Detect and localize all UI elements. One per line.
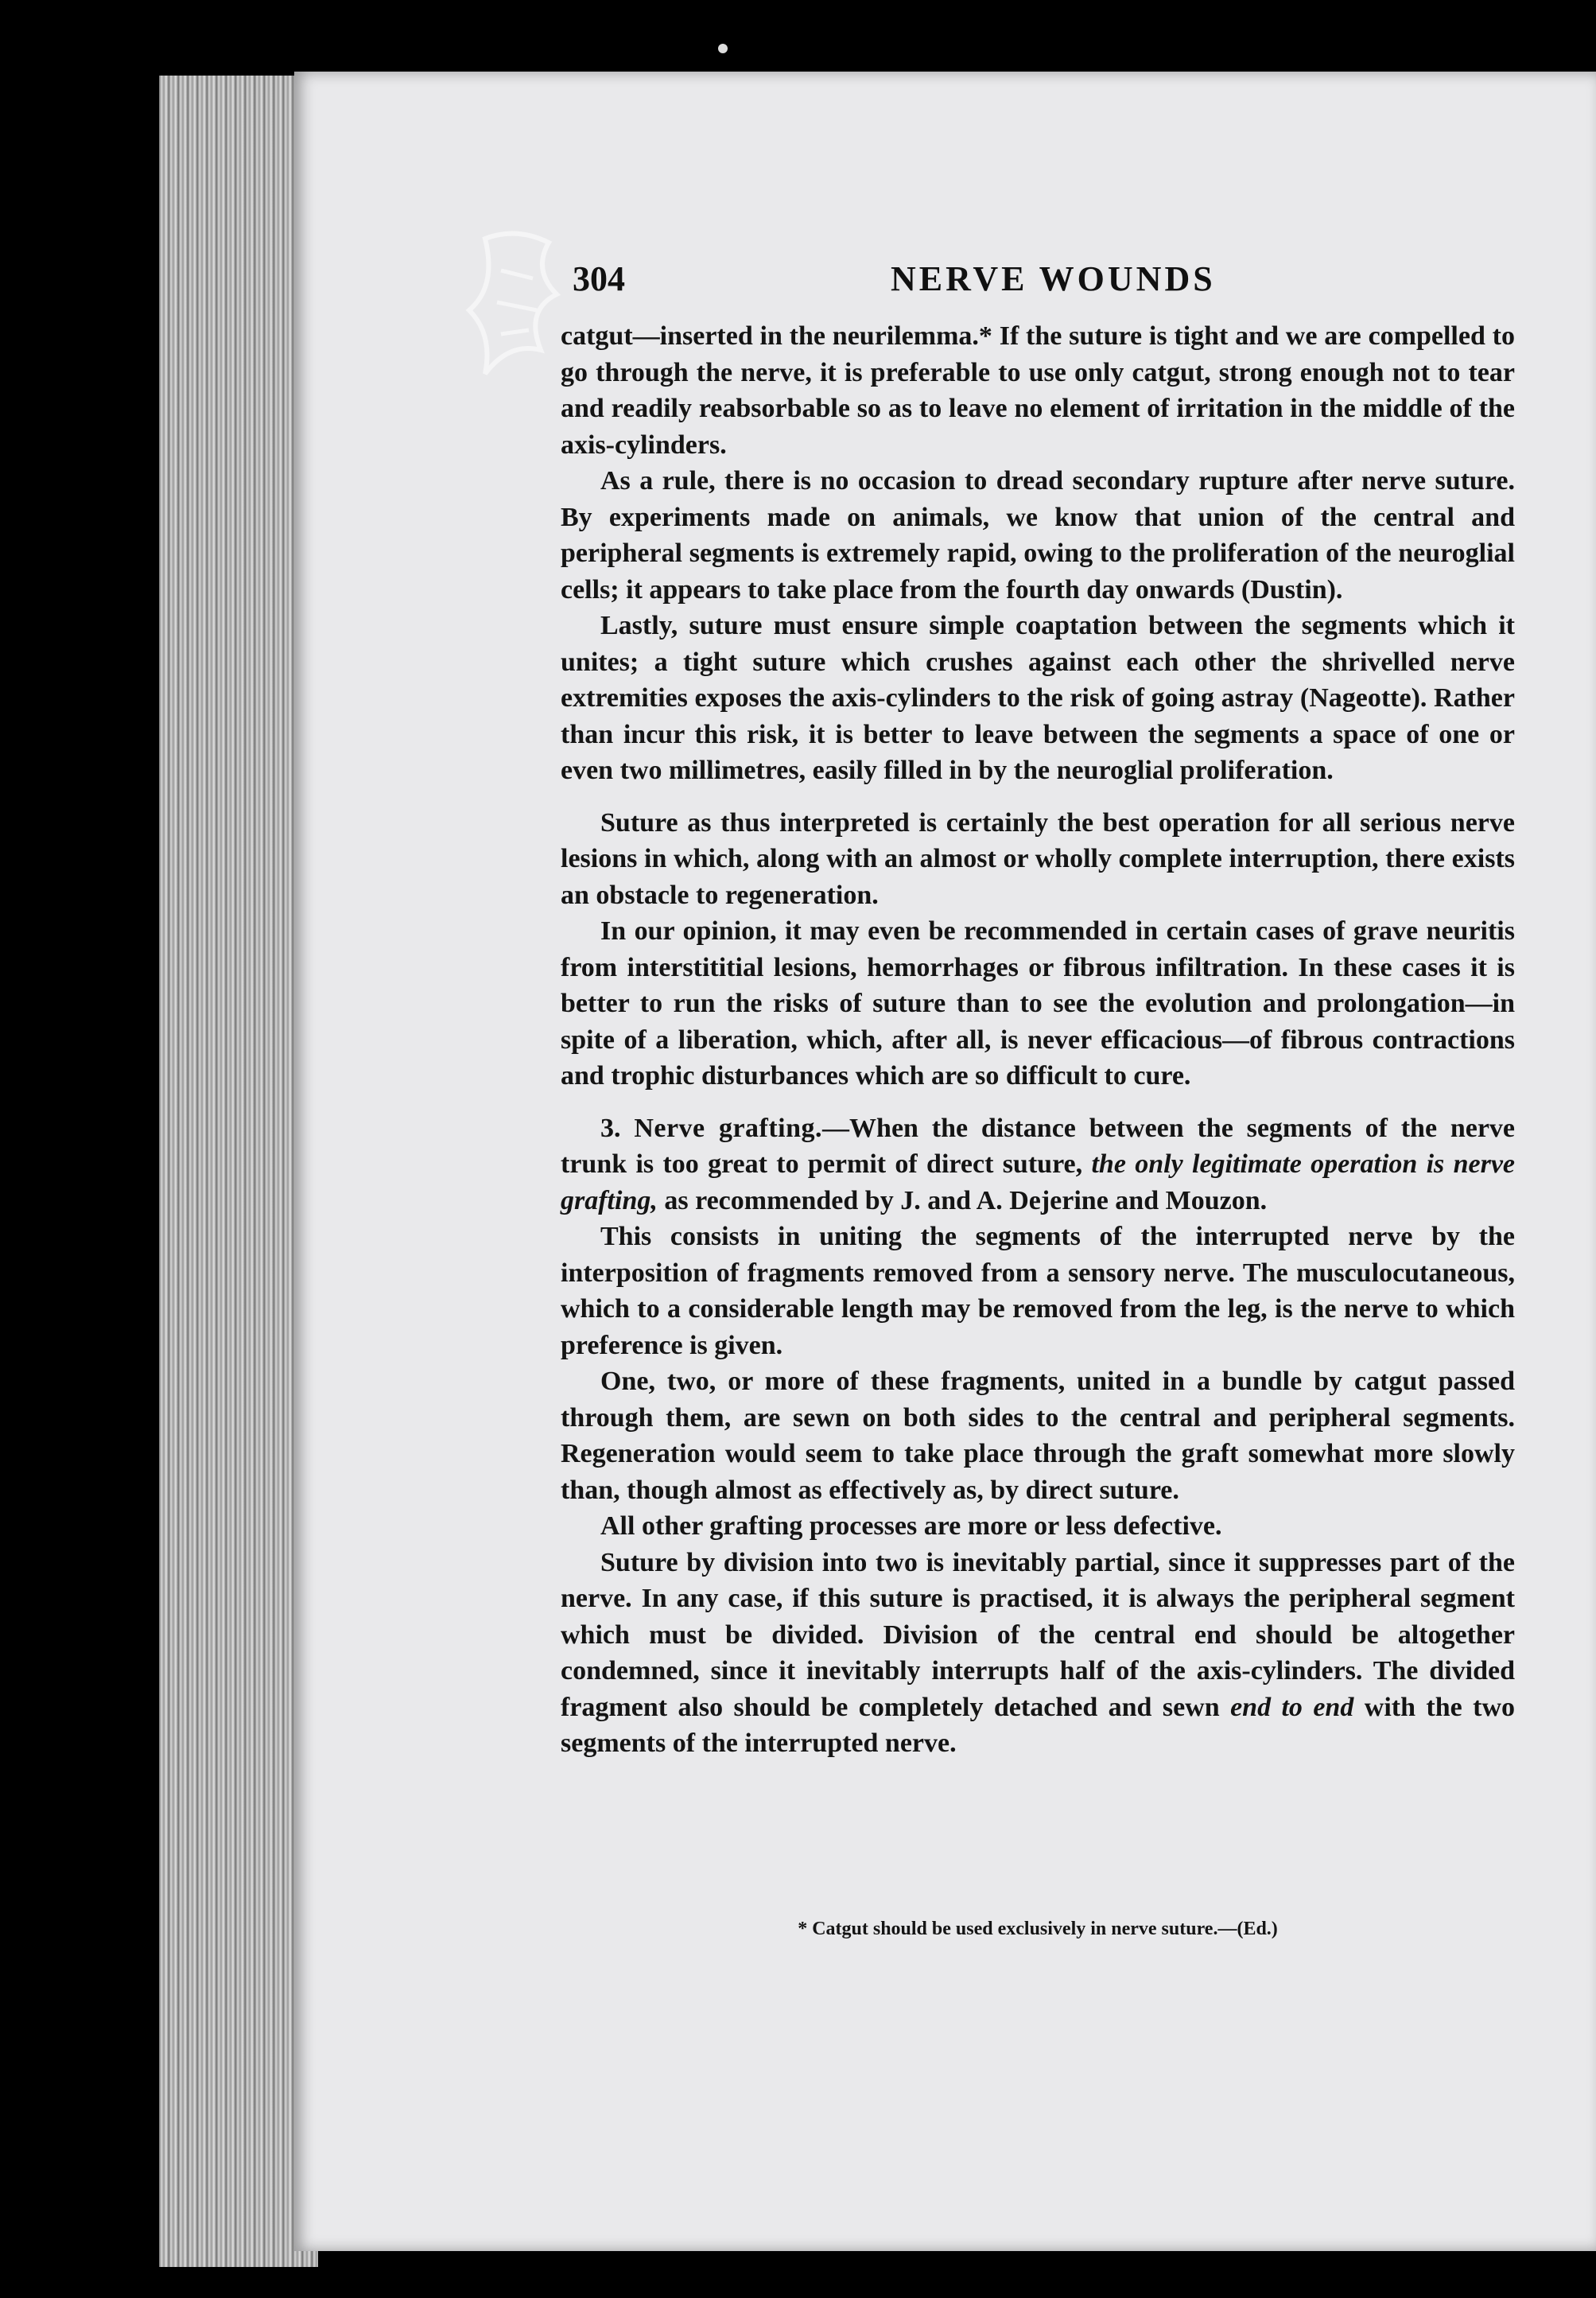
section-number: 3. xyxy=(600,1113,621,1143)
paragraph: This consists in uniting the segments of the interrupted nerve by the interposition of fragments removed from a sensory nerve. The musculocutaneous, which to a considerable length may be removed from the leg, is the nerve to which preference is given. xyxy=(561,1222,1515,1360)
paragraph-text: Suture by division into two is inevitably partial, since it suppresses part of the nerve. In any case, if this suture is practised, it is always the peripheral segment which must be divided. Division of the central end should be altogether condemned, since it inevitably interrupts half of the axis-cylinders. The divided fragment also should be completely detached and sewn xyxy=(561,1547,1515,1722)
footnote: * Catgut should be used exclusively in nerve suture.—(Ed.) xyxy=(798,1919,1278,1939)
page-header xyxy=(573,259,1511,306)
section-paragraph xyxy=(561,1110,1515,1219)
section-title: Nerve grafting. xyxy=(634,1113,823,1143)
page-number: 304 xyxy=(573,259,625,298)
body-text xyxy=(561,318,1515,1762)
paragraph xyxy=(561,1545,1515,1762)
paragraph: As a rule, there is no occasion to dread secondary rupture after nerve suture. By experiments made on animals, we know that union of the central and peripheral segments is extremely rapid, owing to the proliferation of the neuroglial cells; it appears to take place from the fourth day onwards (Dustin). xyxy=(561,466,1515,605)
section-text-end: as recommended by J. and A. Dejerine and Mouzon. xyxy=(664,1185,1268,1215)
paragraph: One, two, or more of these fragments, united in a bundle by catgut passed through them, are sewn on both sides to the central and peripheral segments. Regeneration would seem to take place through the graft somewhat more slowly than, though almost as effectively as, by direct suture. xyxy=(561,1367,1515,1505)
paragraph-text-end: with the two segments of the interrupted nerve. xyxy=(561,1692,1516,1758)
section-text: —When the distance between the segments of the nerve trunk is too great to permit of direct suture, xyxy=(561,1113,1516,1179)
paragraph: Lastly, suture must ensure simple coaptation between the segments which it unites; a tight suture which crushes against each other the shrivelled nerve extremities exposes the axis-cylinders to the risk of going astray (Nageotte). Rather than incur this risk, it is better to leave between the segments a space of one or even two millimetres, easily filled in by the neuroglial proliferation. xyxy=(561,611,1515,785)
paragraph: In our opinion, it may even be recommended in certain cases of grave neuritis from interstititial lesions, hemorrhages or fibrous infiltration. In these cases it is better to run the risks of suture than to see the evolution and prolongation—in spite of a liberation, which, after all, is never efficacious—of fibrous contractions and trophic disturbances which are so difficult to cure. xyxy=(561,916,1515,1091)
paragraph: catgut—inserted in the neurilemma.* If the suture is tight and we are compelled to go through the nerve, it is preferable to use only catgut, strong enough not to tear and readily reabsorbable so as to leave no element of irritation in the middle of the axis-cylinders. xyxy=(561,321,1515,460)
paragraph: Suture as thus interpreted is certainly the best operation for all serious nerve lesions in which, along with an almost or wholly complete interruption, there exists an obstacle to regeneration. xyxy=(561,807,1515,910)
emphasis-text: the only legitimate operation is nerve grafting, xyxy=(561,1149,1516,1215)
scan-speck xyxy=(718,44,728,53)
paragraph: All other grafting processes are more or less defective. xyxy=(600,1511,1222,1541)
running-head: NERVE WOUNDS xyxy=(891,259,1216,298)
emphasis-text: end to end xyxy=(1230,1692,1354,1722)
